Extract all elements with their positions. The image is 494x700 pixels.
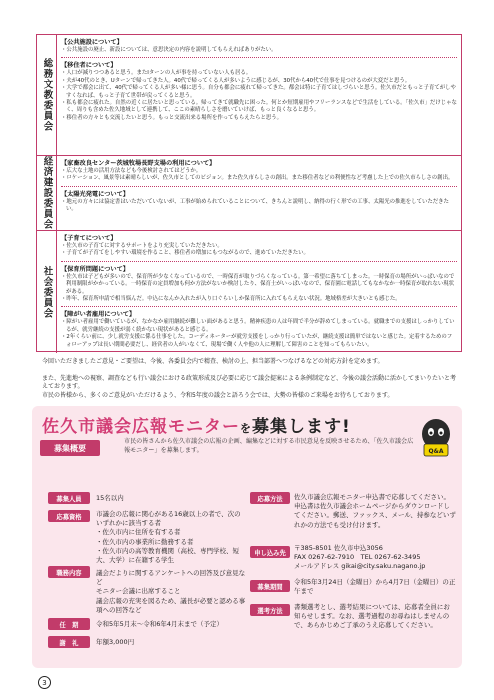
section-divider [61, 261, 457, 262]
comment-item: ・ 佐久市の子育てに対するサポートをより充実していただきたい。 [61, 243, 457, 250]
section-divider [61, 306, 457, 307]
comment-item: ・ ロケーション、風景等は素晴らしいが、佐久市としてのビジョン。また佐久市らしさの創出。また移住者などの利便性など考慮した上での佐久市らしさの創出。 [61, 175, 457, 182]
value-capacity: 15名以内 [96, 494, 124, 502]
comment-item: ・ 昨年、保育所申請で相当悩んだ。中込になんか入れたが入り口ぐらいしか保育所に入れてもらえない状況。地域格差が大きいとも感じた。 [61, 296, 457, 303]
section-title: 【保育所問題について】 [61, 265, 129, 273]
committee-name-cell [37, 231, 57, 353]
committee-row-keizai [37, 156, 461, 231]
value-apply-method: 佐久市議会広報モニター申込書で応募してください。申込書は佐久市議会ホームページからダウンロードしてください。郵送、ファックス、メール、持参などいずれかの方法でも受け付けます。 [294, 493, 456, 529]
recruit-intro: 市民の皆さんから佐久市議会の広報の企画、編集などに対する市民意見を反映させるため、「佐久市議会広報モニター」を募集します。 [124, 438, 414, 454]
section-title: 【移住者について】 [61, 62, 117, 70]
section-childcare [61, 234, 457, 258]
comment-item: ・ 子育てが子育てをしやすい環境を作ること、移住者の増加にもつながるので、進めていただきたい。 [61, 250, 457, 257]
value-duties: 議会だよりに関するアンケートへの回答及び意見など モニター会議に出席すること 議会広報の充実を図るため、議長が必要と認める事項への回答など [96, 569, 246, 614]
section-disability-employment [61, 310, 457, 349]
value-apply-to: 〒385-8501 佐久市中込3056 FAX 0267-62-7910 TEL 0267-62-3495 メールアドレス gikai@city.saku.nagano.jp [294, 544, 426, 571]
comment-item: ・ 大学で都会に出て、40代で帰ってくる人が多い様に思う。自分も都会に疲れて帰ってきた。都会は特に子育てはしづらいと思う。佐久市だともっと子育てがしやすくなれば、もっと子育て世帯が戻ってくると思う。 [61, 85, 457, 100]
committee-name: 経済建設委員会 [41, 156, 53, 230]
label-apply-to: 申し込み先 [250, 546, 290, 558]
value-eligibility: 市議会の広報に関心がある16歳以上の者で、次のいずれかに該当する者 ・佐久市内に住所を有する者 ・佐久市内の事業所に勤務する者 ・佐久市内の高等教育機関（高校、専門学校、短大、大学）に在籍する学生 [96, 510, 241, 565]
label-reward: 謝 礼 [48, 636, 90, 648]
body-paragraph: 今回いただきましたご意見・ご要望は、今後、各委員会内で精査、検討の上、担当部署へつなげるなどの対応方針を定めます。 [42, 358, 384, 365]
label-selection: 選考方法 [250, 604, 290, 616]
section-migrants [61, 61, 457, 122]
label-eligibility: 応募資格 [48, 510, 90, 522]
body-paragraph: 市民の皆様から、多くのご意見がいただけるよう、令和5年度の議会と語ろう会では、大勢の皆様のご来場をお待ちしております。 [42, 392, 394, 399]
recruit-title-main: 佐久市議会広報モニター [42, 417, 240, 437]
section-divider [61, 57, 457, 58]
section-solar-power [61, 190, 457, 214]
section-title: 【太陽光発電について】 [61, 190, 129, 198]
section-public-facilities [61, 38, 457, 54]
value-selection: 書類選考とし、選考結果については、応募者全員にお知らせします。なお、選考過程のお尋ねはしませんので、あらかじめご了承のうえ応募してください。 [294, 603, 450, 630]
comment-item: ・ 公共施設の廃止、新設については、意思決定の内容を説明してもらえればありがたい。 [61, 47, 457, 54]
recruit-title-wo: を [240, 422, 252, 435]
committee-content [61, 234, 457, 352]
value-term: 令和5年5月末～令和6年4月末まで（予定） [96, 620, 224, 628]
label-apply-method: 応募方法 [250, 492, 290, 504]
label-apply-period: 募集期間 [250, 580, 290, 592]
committee-row-somu [37, 35, 461, 156]
page-number: 3 [38, 676, 51, 689]
label-duties: 職務内容 [48, 566, 90, 578]
section-title: 【子育てについて】 [61, 235, 117, 242]
section-livestock-center [61, 159, 457, 183]
section-nursery [61, 265, 457, 304]
body-paragraph: また、先進地への視察、調査なども行い議会における政策形成及び必要に応じて議会提案による条例制定など、今後の議会活動に活かしてまいりたいと考えております。 [42, 375, 457, 391]
committee-name-cell [37, 156, 57, 230]
section-title: 【障がい者雇用について】 [61, 311, 136, 319]
committee-name-cell [37, 35, 57, 155]
comment-item: ・ 地元の方々には協定書はいただいていないが、工事が始められていることについて、きちんと説明し、納得の行く形での工事、太陽光の推進をしていただきたい。 [61, 199, 457, 214]
section-title: 【公共施設について】 [61, 39, 123, 46]
committee-table [36, 34, 462, 352]
committee-name: 総務文教委員会 [41, 58, 53, 132]
overview-label: 募集概要 [40, 440, 100, 456]
comment-item: ・ 移住者の方々とも交流したいと思う。もっと交流出来る場所を作ってもらえたらと思う。 [61, 115, 457, 122]
comment-item: ・ 人口が減りつつあると思う。またIターンの人が事を持っていない人も居る。 [61, 70, 457, 77]
label-term: 任 期 [48, 618, 90, 630]
section-title: 【家畜改良センター茨城牧場長野支場の利用について】 [61, 160, 216, 167]
comment-item: ・ 2年くらい前に、少し就労支援に係る仕事をした。コーディネーターが就労支援をしっかり行っていたが、継続支援は簡単ではないと感じた。定着するためのフォローアップは長い期間必要だし、経営者の人がいなくて、現場で働く人や他の人に理解して障害のことを知ってもらいたい。 [61, 334, 457, 349]
comment-item: ・ 夫が40代のとき、Uターンで帰ってきた人。40代で帰ってくる人が多いように感じるが、30代から40代で仕事を見つけるのが大変だと思う。 [61, 78, 457, 85]
committee-row-shakai [37, 231, 461, 353]
value-reward: 年額3,000円 [96, 638, 135, 646]
committee-content [61, 159, 457, 217]
committee-name: 社会委員会 [41, 265, 53, 319]
monitor-recruit-box [32, 406, 462, 668]
comment-item: ・ 障がい者雇用で働いているが、なかなか雇用継続が難しい面があると思う。精神疾患の人は年間で半分が辞めてしまっている。就職までの支援はしっかりしているが、就労継続の支援が弱く続かない現状があると感じる。 [61, 319, 457, 334]
comment-item: ・ 広大な土地の活用方法なども今後検討されてはどうか。 [61, 168, 457, 175]
comment-item: ・ 私も都会に疲れた。自然の近くに居たいと思っている。帰ってきて就職先に困った。何とか短期雇用やフリーランスなどで生活をしている。「佐久市」だけじゃなく、周りも含めた佐久地域として連携して、ここの素晴らしさを磨いていけば、もっと良くなると思う。 [61, 100, 457, 115]
recruit-title-end: 募集します! [252, 417, 351, 437]
recruit-title [42, 412, 351, 437]
value-apply-period: 令和5年3月24日（金曜日）から4月7日（金曜日）の正午まで [294, 578, 456, 596]
section-divider [61, 186, 457, 187]
mascot-sign-label: Q&A [428, 448, 444, 455]
comment-item: ・ 佐久市は子どもが多いので、保育所が少なくなっているので、一時保育が取りづらくなっている。第一希望に落ちてしまった。一時保育の場所がいっぱいなので利用制限がかかっている。一時保育の定員増加も何か方法がないか検討したり、保育士がいっぱいなので、保育園に電話してもなかなか一時保育が取れない現状がある。 [61, 274, 457, 296]
mascot-icon [416, 414, 456, 462]
committee-content [61, 38, 457, 125]
label-capacity: 募集人員 [48, 492, 90, 504]
